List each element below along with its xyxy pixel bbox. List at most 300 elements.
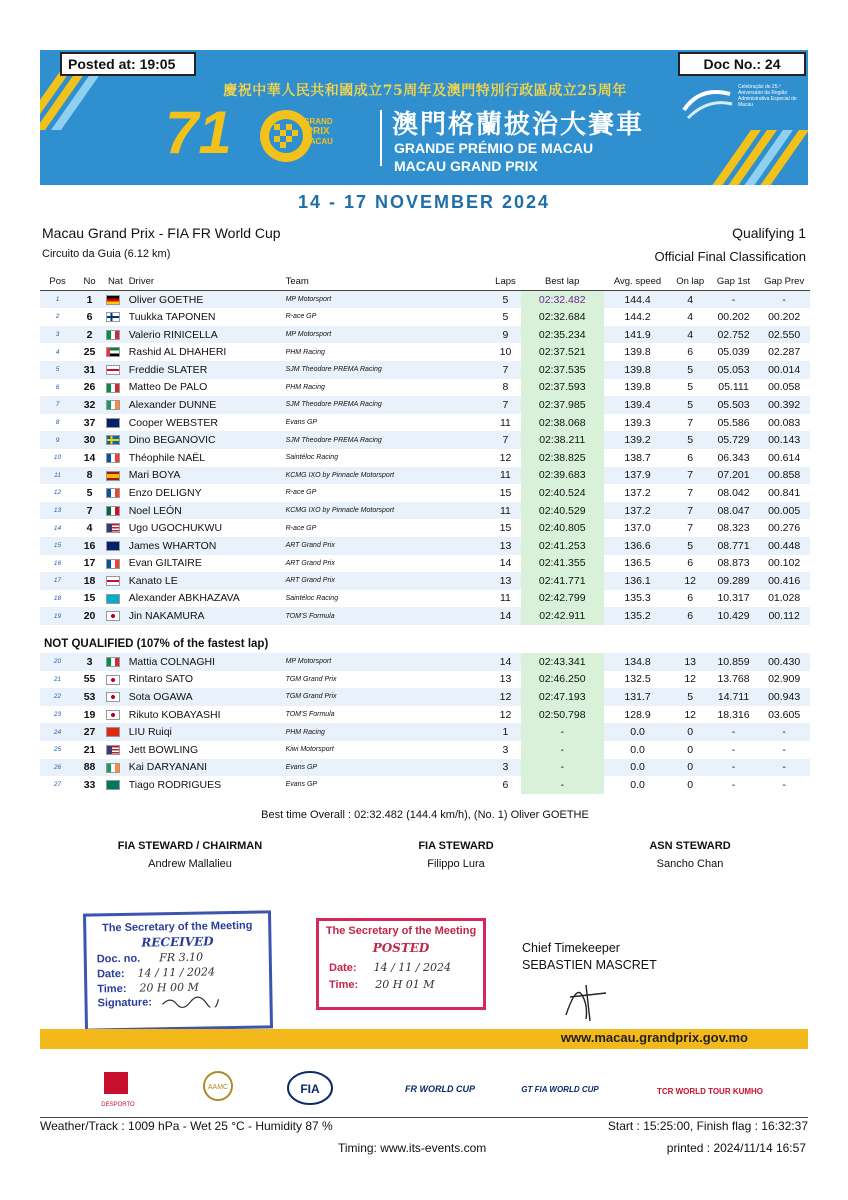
cell-driver: Enzo DELIGNY: [128, 486, 202, 499]
cell-no: 5: [86, 486, 93, 499]
cell-nat: [104, 590, 127, 608]
cell-no: 20: [75, 607, 104, 625]
cell-laps: 13: [499, 673, 512, 686]
cell-gap-1st: 10.859: [709, 653, 759, 671]
cell-gap-prev: 00.102: [768, 557, 801, 570]
flag-nz-icon: [106, 418, 120, 428]
cell-nat: [104, 308, 127, 326]
best-time-overall: Best time Overall : 02:32.482 (144.4 km/h), (No. 1) Oliver GOETHE: [261, 809, 589, 821]
website-url[interactable]: www.macau.grandprix.gov.mo: [560, 1030, 748, 1045]
stamp-date-value: 14 / 11 / 2024: [373, 961, 451, 974]
flag-it-icon: [106, 383, 120, 393]
cell-laps: 11: [500, 592, 511, 605]
flag-fi-icon: [106, 312, 120, 322]
cell-laps: 11: [490, 502, 521, 520]
cell-pos: 26: [40, 759, 75, 777]
cell-nat: [104, 484, 127, 502]
cell-gap-1st: -: [709, 759, 759, 777]
cell-no: 31: [75, 361, 104, 379]
cell-nat: [104, 519, 127, 537]
chief-name: SEBASTIEN MASCRET: [522, 958, 657, 972]
cell-laps: 13: [490, 537, 521, 555]
stamp-time-value: 20 H 01 M: [375, 978, 435, 991]
flag-gb-icon: [106, 576, 120, 586]
table-row: [40, 291, 810, 309]
stamp-date-value: 14 / 11 / 2024: [137, 965, 216, 980]
cell-best-lap: 02:43.341: [521, 653, 604, 671]
printed-time: printed : 2024/11/14 16:57: [666, 1141, 806, 1155]
cell-pos: 3: [40, 326, 75, 344]
table-row: [40, 572, 810, 590]
cell-driver: LIU Ruiqi: [127, 723, 284, 741]
cell-on-lap: 6: [672, 607, 709, 625]
table-row: [40, 431, 810, 449]
cell-team: PHM Racing: [284, 723, 490, 741]
cell-no: 27: [75, 723, 104, 741]
cell-team: Saintéloc Racing: [285, 594, 339, 602]
cell-laps: 3: [490, 759, 521, 777]
cell-best-lap: 02:38.825: [521, 449, 604, 467]
cell-on-lap: 5: [672, 431, 709, 449]
cell-avg-speed: 0.0: [604, 723, 672, 741]
cell-pos: 13: [40, 502, 75, 520]
cell-best-lap: 02:41.771: [521, 572, 604, 590]
cell-on-lap: 5: [672, 537, 709, 555]
flag-jp-icon: [106, 675, 120, 685]
anniversary-cn: 慶祝中華人民共和國成立75周年及澳門特別行政區成立25周年: [223, 83, 627, 99]
flag-gb-icon: [106, 365, 120, 375]
cell-avg-speed: 0.0: [630, 743, 645, 756]
flag-mx-icon: [106, 506, 120, 516]
col-pos: Pos: [40, 273, 75, 291]
cell-nat: [104, 776, 127, 794]
steward-name: Sancho Chan: [656, 858, 724, 870]
table-row: [40, 688, 810, 706]
cell-gap-1st: 09.289: [709, 572, 759, 590]
table-row: [40, 502, 810, 520]
title-pt: GRANDE PRÉMIO DE MACAU: [394, 140, 594, 156]
cell-nat: [104, 671, 127, 689]
cell-no: 26: [83, 381, 96, 394]
cell-nat: [104, 537, 127, 555]
received-stamp: [83, 910, 273, 1031]
cell-on-lap: 5: [687, 381, 694, 394]
cell-driver: Noel LEÓN: [127, 502, 284, 520]
cell-avg-speed: 137.2: [604, 502, 672, 520]
cell-laps: 11: [500, 416, 511, 429]
anniversary-text: Celebração do 25.º Aniversário da Região Administrativa Especial de Macau: [738, 84, 797, 108]
signature-scribble: [161, 995, 221, 1008]
chief-signature: [556, 975, 616, 1025]
cell-driver: Freddie SLATER: [127, 361, 284, 379]
stamp-date-label: Date:: [96, 967, 125, 981]
cell-avg-speed: 137.9: [604, 467, 672, 485]
event-dates: 14 - 17 NOVEMBER 2024: [297, 192, 551, 212]
title-cn: 澳門格蘭披治大賽車: [392, 109, 645, 139]
cell-gap-1st: 05.729: [709, 431, 759, 449]
cell-team: Evans GP: [284, 759, 490, 777]
cell-team: MP Motorsport: [284, 326, 490, 344]
cell-gap-1st: -: [709, 291, 759, 309]
cell-pos: 4: [55, 348, 60, 356]
cell-laps: 6: [502, 778, 509, 791]
cell-gap-1st: 05.586: [717, 416, 750, 429]
start-finish: Start : 15:25:00, Finish flag : 16:32:37: [607, 1119, 808, 1133]
cell-avg-speed: 0.0: [630, 778, 645, 791]
stamp-sig-label: Signature:: [97, 996, 153, 1010]
cell-avg-speed: 131.7: [604, 688, 672, 706]
table-row: [40, 555, 810, 573]
cell-avg-speed: 135.3: [624, 592, 651, 605]
cell-gap-1st: 10.429: [709, 607, 759, 625]
cell-team: TGM Grand Prix: [284, 688, 490, 706]
cell-best-lap: -: [521, 741, 604, 759]
cell-team: SJM Theodore PREMA Racing: [284, 396, 490, 414]
cell-best-lap: 02:37.593: [521, 379, 604, 397]
table-row: [40, 607, 810, 625]
cell-team: Kiwi Motorsport: [285, 746, 334, 754]
cell-gap-1st: 05.039: [717, 346, 750, 359]
cell-team: ART Grand Prix: [284, 572, 490, 590]
cell-driver: Sota OGAWA: [127, 688, 284, 706]
cell-avg-speed: 136.5: [624, 557, 651, 570]
cell-on-lap: 12: [684, 708, 697, 721]
cell-laps: 14: [490, 607, 521, 625]
cell-best-lap: 02:41.253: [521, 537, 604, 555]
cell-nat: [104, 343, 127, 361]
sponsor-label: GT FIA WORLD CUP: [521, 1085, 599, 1094]
table-header-row: [40, 273, 810, 291]
col-best-lap: Best lap: [521, 273, 604, 291]
cell-nat: [104, 291, 127, 309]
cell-laps: 12: [499, 708, 512, 721]
cell-avg-speed: 132.5: [624, 673, 651, 686]
table-row: [40, 590, 810, 608]
cell-driver: Matteo De PALO: [128, 381, 208, 394]
cell-driver: Tiago RODRIGUES: [128, 778, 222, 791]
cell-avg-speed: 137.2: [624, 486, 651, 499]
cell-gap-prev: 00.276: [768, 522, 801, 535]
circuit-name: Circuito da Guia (6.12 km): [42, 248, 171, 260]
cell-gap-prev: 00.392: [758, 396, 810, 414]
cell-gap-prev: 01.028: [768, 592, 801, 605]
col-avg-speed: Avg. speed: [604, 273, 672, 291]
cell-laps: 5: [490, 291, 521, 309]
cell-nat: [104, 759, 127, 777]
flag-ie-icon: [106, 763, 120, 773]
col-driver: Driver: [127, 273, 284, 291]
stamp-time-value: 20 H 00 M: [139, 980, 199, 995]
flag-es-icon: [106, 471, 120, 481]
not-qualified-title: NOT QUALIFIED (107% of the fastest lap): [44, 638, 269, 650]
flag-au-icon: [106, 541, 120, 551]
cell-laps: 7: [490, 361, 521, 379]
cell-nat: [104, 414, 127, 432]
cell-pos: 1: [40, 291, 75, 309]
cell-on-lap: 6: [687, 346, 694, 359]
gt-world-cup-logo: [521, 1085, 599, 1094]
cell-gap-prev: -: [758, 723, 810, 741]
cell-team: SJM Theodore PREMA Racing: [284, 361, 490, 379]
flag-it-icon: [106, 330, 120, 340]
cell-best-lap: 02:47.193: [521, 688, 604, 706]
col-no: No: [75, 273, 104, 291]
steward-name: Filippo Lura: [427, 858, 485, 870]
cell-team: Evans GP: [285, 419, 318, 427]
cell-driver: Rikuto KOBAYASHI: [128, 708, 221, 721]
logo-text-macau: MACAU: [303, 137, 333, 146]
cell-avg-speed: 136.6: [604, 537, 672, 555]
cell-team: TOM'S Formula: [284, 607, 490, 625]
cell-laps: 12: [490, 688, 521, 706]
cell-no: 15: [83, 592, 96, 605]
cell-laps: 8: [502, 381, 509, 394]
cell-team: MP Motorsport: [284, 653, 490, 671]
cell-pos: 8: [55, 419, 60, 427]
edition-number: 71: [165, 99, 232, 166]
cell-avg-speed: 139.2: [604, 431, 672, 449]
cell-on-lap: 4: [687, 310, 694, 323]
cell-team: R-ace GP: [285, 524, 317, 532]
cell-on-lap: 0: [687, 743, 694, 756]
flag-mo-icon: [106, 780, 120, 790]
cell-pos: 18: [53, 594, 62, 602]
table-row: [40, 361, 810, 379]
cell-avg-speed: 141.9: [604, 326, 672, 344]
cell-on-lap: 5: [672, 396, 709, 414]
cell-best-lap: 02:50.798: [521, 706, 604, 724]
flag-jp-icon: [106, 611, 120, 621]
cell-best-lap: 02:42.911: [521, 607, 604, 625]
steward-title: FIA STEWARD: [418, 840, 494, 852]
cell-avg-speed: 144.4: [604, 291, 672, 309]
chief-title: Chief Timekeeper: [522, 941, 620, 955]
cell-nat: [104, 326, 127, 344]
cell-gap-1st: 07.201: [709, 467, 759, 485]
cell-gap-prev: -: [758, 759, 810, 777]
steward-title: FIA STEWARD / CHAIRMAN: [117, 840, 263, 852]
logo-text-prix: PRIX: [306, 126, 330, 137]
cell-best-lap: 02:32.482: [521, 291, 604, 309]
cell-gap-1st: -: [731, 743, 736, 756]
stamp-time-label: Time:: [329, 979, 359, 991]
cell-on-lap: 7: [687, 522, 694, 535]
cell-gap-prev: 00.448: [758, 537, 810, 555]
cell-no: 4: [86, 522, 93, 535]
cell-nat: [104, 723, 127, 741]
cell-gap-prev: 00.014: [758, 361, 810, 379]
not-qualified-table: [40, 653, 810, 794]
cell-best-lap: 02:38.211: [521, 431, 604, 449]
cell-gap-prev: -: [782, 743, 786, 756]
cell-gap-prev: 00.112: [758, 607, 810, 625]
table-row: [40, 467, 810, 485]
cell-driver: Jett BOWLING: [128, 743, 199, 756]
cell-avg-speed: 139.8: [604, 361, 672, 379]
cell-nat: [104, 379, 127, 397]
fr-world-cup-logo: [405, 1084, 476, 1094]
cell-gap-1st: 13.768: [717, 673, 750, 686]
cell-gap-prev: 00.143: [758, 431, 810, 449]
cell-on-lap: 6: [687, 451, 694, 464]
website-bar: [40, 1029, 808, 1049]
cell-pos: 21: [53, 675, 62, 683]
cell-driver: Théophile NAËL: [128, 451, 206, 464]
cell-best-lap: 02:40.805: [521, 519, 604, 537]
cell-driver: Alexander DUNNE: [127, 396, 284, 414]
cell-best-lap: -: [521, 776, 604, 794]
cell-team: Saintéloc Racing: [285, 454, 339, 462]
cell-on-lap: 4: [672, 326, 709, 344]
cell-nat: [104, 502, 127, 520]
cell-laps: 14: [499, 557, 512, 570]
cell-laps: 15: [499, 522, 512, 535]
weather-track: Weather/Track : 1009 hPa - Wet 25 °C - Humidity 87 %: [40, 1119, 333, 1133]
cell-driver: Tuukka TAPONEN: [128, 310, 216, 323]
steward-name: Andrew Mallalieu: [148, 858, 232, 870]
logo-text-grand: GRAND: [303, 117, 333, 126]
cell-driver: Jin NAKAMURA: [127, 607, 284, 625]
cell-no: 14: [83, 451, 96, 464]
cell-avg-speed: 139.8: [624, 381, 651, 394]
cell-driver: James WHARTON: [127, 537, 284, 555]
cell-best-lap: 02:40.529: [521, 502, 604, 520]
flag-fr-icon: [106, 559, 120, 569]
cell-team: PHM Racing: [285, 348, 325, 356]
cell-no: 32: [75, 396, 104, 414]
cell-team: KCMG IXO by Pinnacle Motorsport: [284, 502, 490, 520]
table-row: [40, 741, 810, 759]
table-row: [40, 414, 810, 432]
cell-pos: 12: [53, 489, 62, 497]
cell-no: 53: [75, 688, 104, 706]
cell-gap-1st: 06.343: [717, 451, 750, 464]
cell-gap-prev: 00.202: [768, 310, 801, 323]
steward-asn: [590, 840, 790, 870]
classification-title: Official Final Classification: [654, 249, 806, 264]
cell-best-lap: 02:32.684: [521, 308, 604, 326]
cell-avg-speed: 128.9: [624, 708, 651, 721]
cell-pos: 25: [53, 746, 62, 754]
cell-laps: 5: [502, 310, 509, 323]
cell-laps: 7: [490, 431, 521, 449]
cell-gap-prev: 00.058: [768, 381, 801, 394]
cell-gap-prev: 03.605: [768, 708, 801, 721]
cell-avg-speed: 139.8: [624, 346, 651, 359]
cell-no: 8: [75, 467, 104, 485]
session-name: Qualifying 1: [732, 225, 806, 241]
cell-gap-1st: 18.316: [717, 708, 750, 721]
cell-avg-speed: 134.8: [604, 653, 672, 671]
flag-us-icon: [106, 523, 120, 533]
cell-avg-speed: 0.0: [604, 759, 672, 777]
flag-cn-icon: [106, 727, 120, 737]
cell-on-lap: 4: [672, 291, 709, 309]
cell-driver: Kanato LE: [127, 572, 284, 590]
cell-gap-1st: 08.771: [709, 537, 759, 555]
cell-gap-1st: 05.111: [718, 381, 749, 394]
doc-no-box: Doc No.: 24: [678, 52, 806, 76]
cell-driver: Alexander ABKHAZAVA: [128, 592, 240, 605]
table-row: [40, 484, 810, 502]
cell-no: 2: [75, 326, 104, 344]
cell-laps: 7: [490, 396, 521, 414]
cell-best-lap: 02:40.524: [521, 484, 604, 502]
flag-de-icon: [106, 295, 120, 305]
cell-no: 6: [86, 310, 93, 323]
posted-stamp: [316, 918, 486, 1010]
cell-nat: [104, 361, 127, 379]
cell-nat: [104, 396, 127, 414]
stamp-time-label: Time:: [97, 982, 127, 996]
cell-driver: Evan GILTAIRE: [128, 557, 202, 570]
cell-pos: 15: [40, 537, 75, 555]
cell-gap-prev: 00.943: [758, 688, 810, 706]
cell-driver: Rintaro SATO: [128, 673, 194, 686]
table-row: [40, 671, 810, 689]
cell-gap-1st: 08.042: [717, 486, 750, 499]
flag-jp-icon: [106, 710, 120, 720]
sponsor-logos: [100, 1070, 800, 1110]
cell-laps: 1: [490, 723, 521, 741]
cell-best-lap: 02:41.355: [521, 555, 604, 573]
stamp-title: The Secretary of the Meeting: [101, 919, 253, 935]
cell-laps: 12: [499, 451, 512, 464]
title-divider: [380, 110, 382, 166]
table-row: [40, 308, 810, 326]
chief-timekeeper: [522, 940, 657, 974]
cell-no: 30: [75, 431, 104, 449]
cell-on-lap: 0: [687, 778, 694, 791]
cell-gap-prev: 02.550: [758, 326, 810, 344]
cell-avg-speed: 135.2: [604, 607, 672, 625]
cell-laps: 11: [490, 467, 521, 485]
desporto-logo: [101, 1072, 135, 1108]
cell-driver: Mari BOYA: [127, 467, 284, 485]
cell-gap-prev: 00.416: [758, 572, 810, 590]
cell-on-lap: 12: [672, 572, 709, 590]
cell-no: 3: [75, 653, 104, 671]
cell-driver: Dino BEGANOVIC: [127, 431, 284, 449]
table-row: [40, 723, 810, 741]
cell-gap-1st: 02.752: [709, 326, 759, 344]
stamp-status: RECEIVED: [141, 934, 214, 950]
cell-best-lap: 02:37.985: [521, 396, 604, 414]
cell-pos: 11: [40, 467, 75, 485]
col-gap-1st: Gap 1st: [709, 273, 759, 291]
cell-best-lap: -: [521, 723, 604, 741]
stamp-doc-value: FR 3.10: [159, 950, 204, 965]
sponsor-label: TCR WORLD TOUR KUMHO: [656, 1087, 764, 1096]
table-row: [40, 519, 810, 537]
cell-team: R-ace GP: [285, 313, 317, 321]
cell-no: 33: [83, 778, 96, 791]
table-row: [40, 343, 810, 361]
cell-nat: [104, 467, 127, 485]
cell-gap-1st: 05.503: [709, 396, 759, 414]
flag-se-icon: [106, 435, 120, 445]
cell-driver: Cooper WEBSTER: [128, 416, 218, 429]
cell-on-lap: 5: [672, 688, 709, 706]
cell-laps: 3: [502, 743, 509, 756]
cell-laps: 14: [490, 653, 521, 671]
steward-fia: [356, 840, 556, 870]
cell-gap-prev: 00.083: [768, 416, 801, 429]
sponsor-label: FIA: [300, 1082, 320, 1096]
stamp-status: POSTED: [372, 941, 430, 955]
flag-us-icon: [106, 745, 120, 755]
cell-driver: Valerio RINICELLA: [127, 326, 284, 344]
